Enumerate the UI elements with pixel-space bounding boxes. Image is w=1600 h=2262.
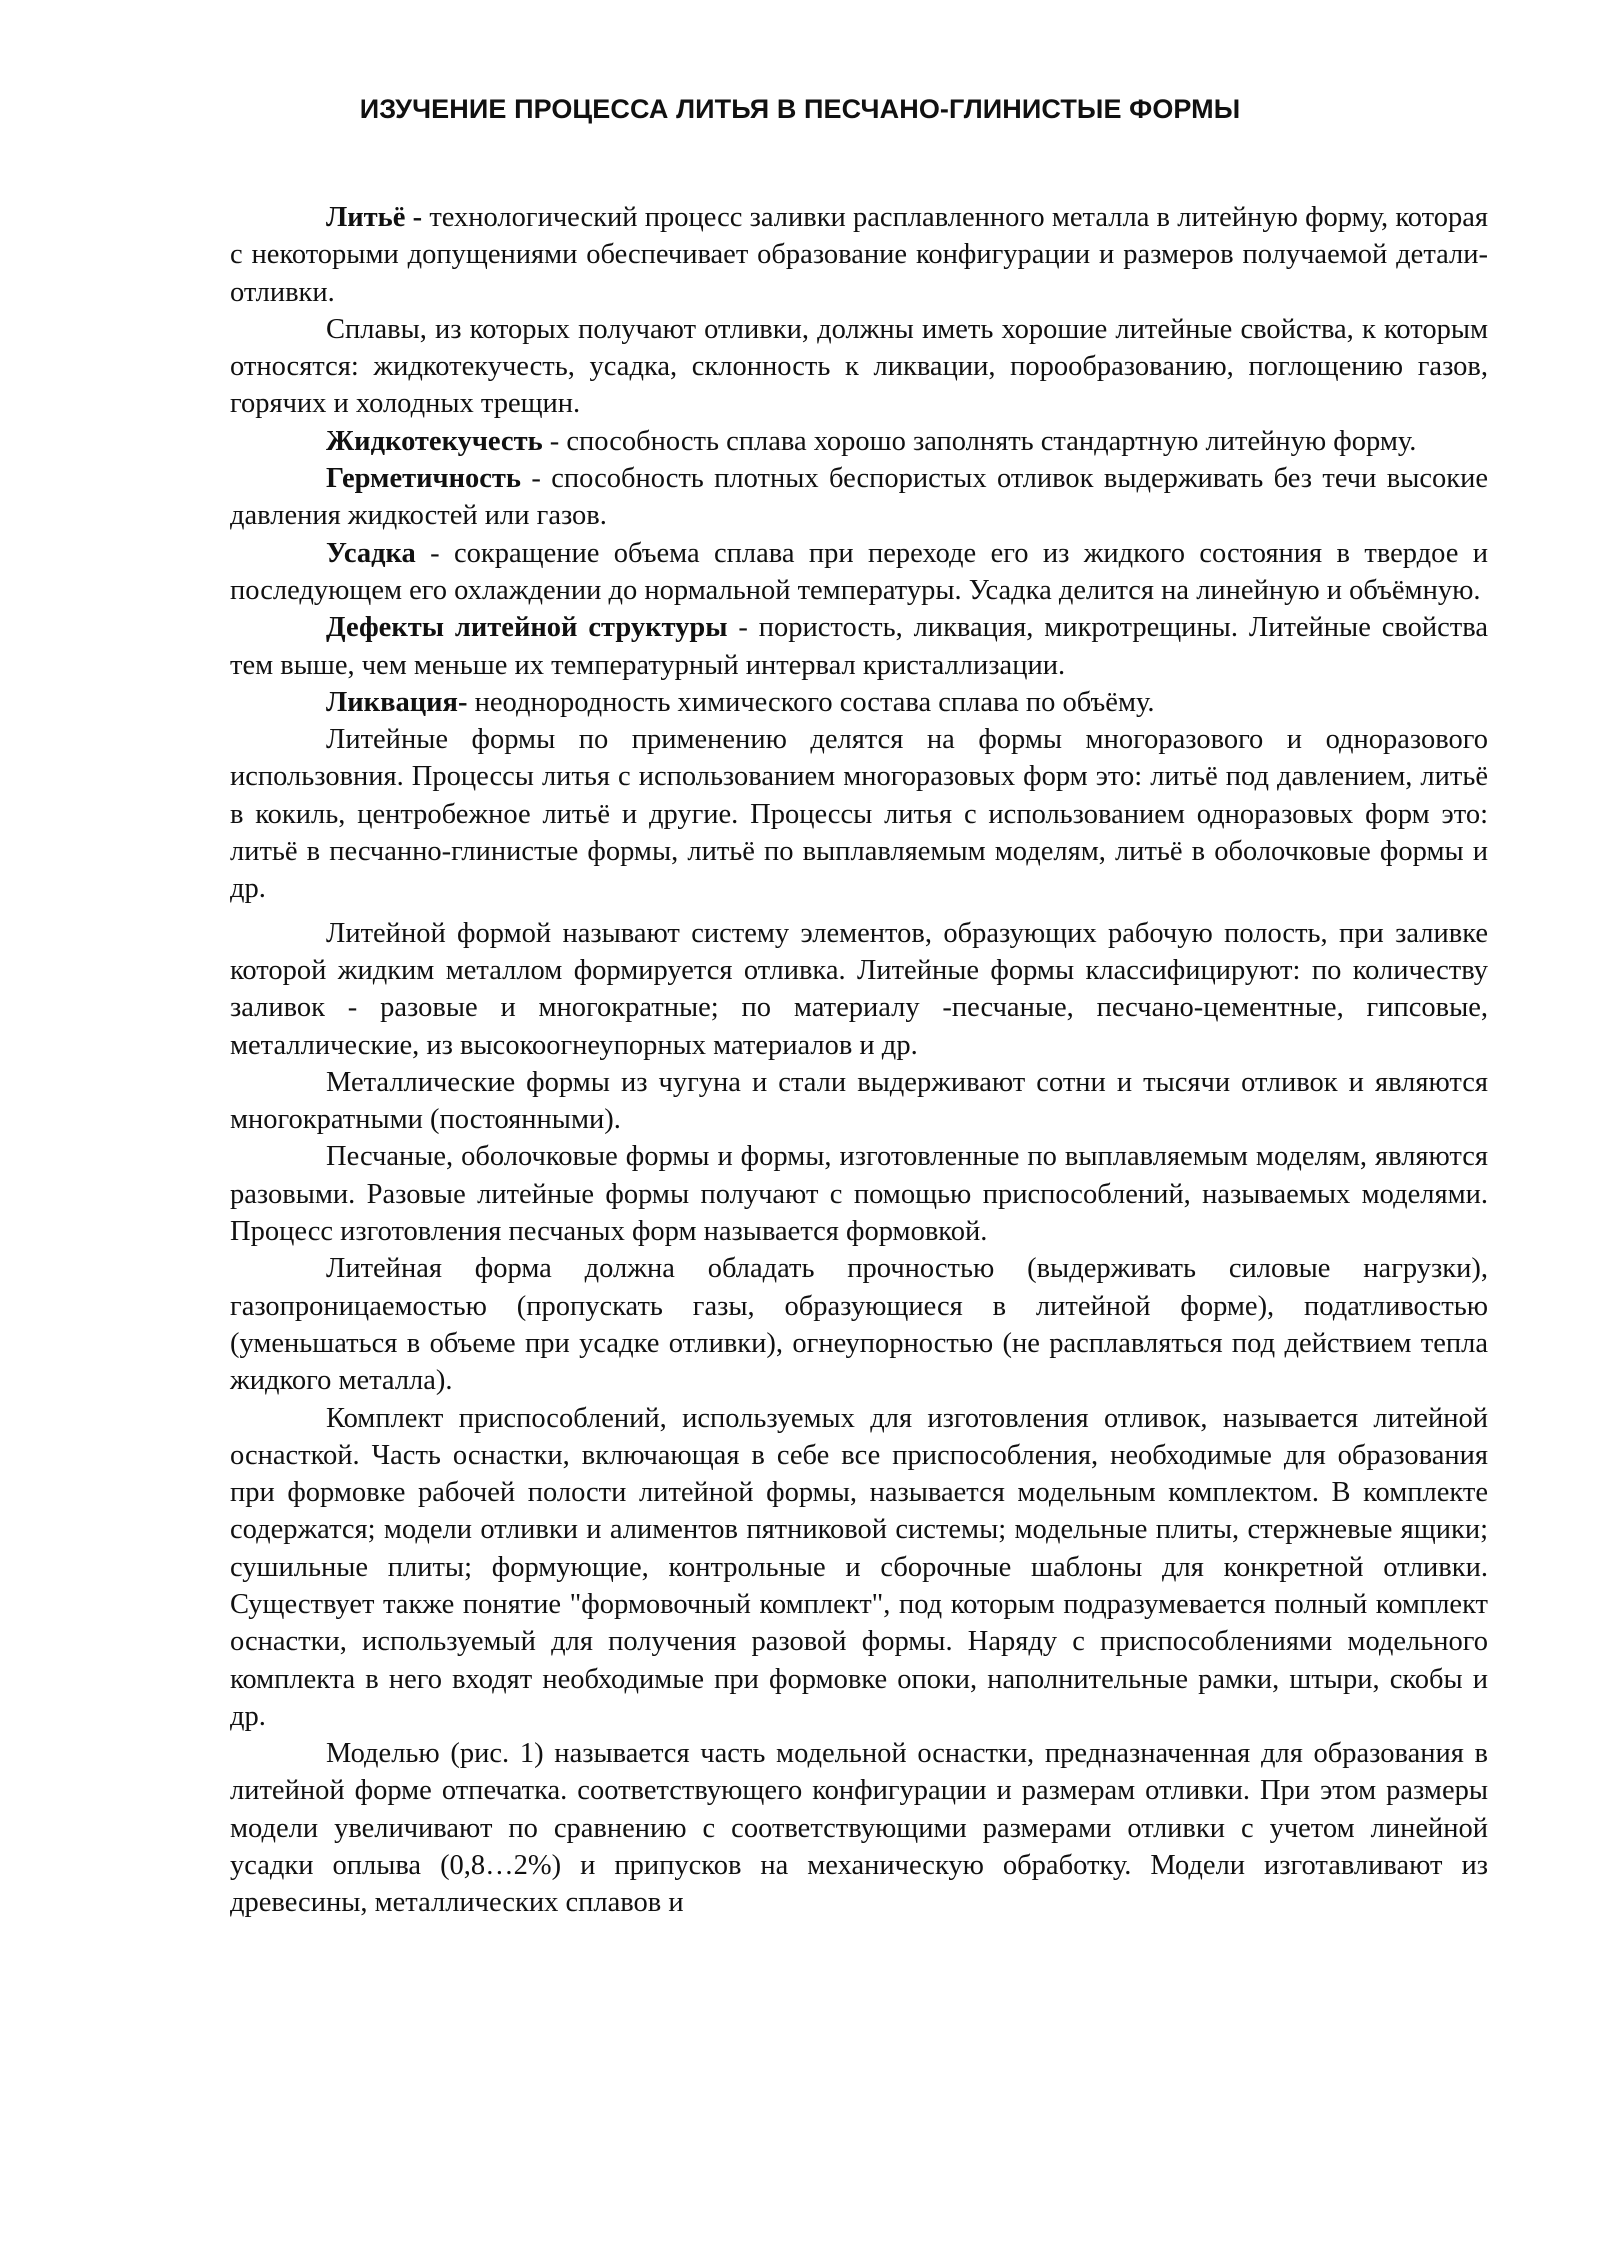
paragraph-text: - способность сплава хорошо заполнять стандартную литейную форму.	[542, 425, 1417, 457]
paragraph-tightness	[230, 460, 1488, 535]
paragraph-text: Литейные формы по применению делятся на формы многоразового и одноразового использовния. Процессы литья с использованием многоразовых форм это: литьё под давлением, литьё в кокиль, центробежное литьё и другие. Процессы литья с использованием одноразовых форм это: литьё в песчанно-глинистые формы, литьё по выплавляемым моделям, литьё в оболочковые формы и др.	[230, 724, 1488, 905]
term-fluidity: Жидкотекучесть	[326, 425, 543, 457]
paragraph-text: - способность плотных беспористых отливок выдерживать без течи высокие давления жидкостей или газов.	[230, 463, 1488, 532]
paragraph-text: неоднородность химического состава сплава по объёму.	[467, 686, 1155, 718]
term-casting: Литьё -	[326, 202, 423, 233]
term-tightness: Герметичность	[326, 463, 521, 495]
term-shrinkage: Усадка	[326, 537, 416, 569]
paragraph-shrinkage	[230, 535, 1488, 610]
paragraph-casting-definition	[230, 199, 1488, 311]
paragraph-tooling	[230, 1400, 1488, 1736]
paragraph-text: Песчаные, оболочковые формы и формы, изготовленные по выплавляемым моделям, являются разовыми. Разовые литейные формы получают с помощью приспособлений, называемых моделями. Процесс изготовления песчаных форм называется формовкой.	[230, 1141, 1488, 1248]
paragraph-text: - сокращение объема сплава при переходе его из жидкого состояния в твердое и последующем его охлаждении до нормальной температуры. Усадка делится на линейную и объёмную.	[230, 537, 1488, 606]
paragraph-segregation	[230, 684, 1488, 721]
term-structure-defects: Дефекты литейной структуры	[326, 612, 728, 644]
page-title: ИЗУЧЕНИЕ ПРОЦЕССА ЛИТЬЯ В ПЕСЧАНО-ГЛИНИСТЫЕ ФОРМЫ	[359, 94, 1241, 124]
paragraph-mold-types	[230, 721, 1488, 907]
paragraph-text: Комплект приспособлений, используемых для изготовления отливок, называется литейной оснасткой. Часть оснастки, включающая в себе все приспособления, необходимые для образования при формовке рабочей полости литейной формы, называется модельным комплектом. В комплекте содержатся; модели отливки и алиментов пятниковой системы; модельные плиты, стержневые ящики; сушильные плиты; формующие, контрольные и сборочные шаблоны для конкретной отливки. Существует также понятие "формовочный комплект", под которым подразумевается полный комплект оснастки, используемый для получения разовой формы. Наряду с приспособлениями модельного комплекта в него входят необходимые при формовке опоки, наполнительные рамки, штыри, скобы и др.	[230, 1402, 1488, 1732]
paragraph-alloys	[230, 311, 1488, 423]
term-segregation: Ликвация-	[326, 686, 468, 718]
paragraph-text: Литейная форма должна обладать прочностью (выдерживать силовые нагрузки), газопроницаемостью (пропускать газы, образующиеся в литейной форме), податливостью (уменьшаться в объеме при усадке отливки), огнеупорностью (не расплавляться под действием тепла жидкого металла).	[230, 1253, 1488, 1397]
paragraph-text: Литейной формой называют систему элементов, образующих рабочую полость, при заливке которой жидким металлом формируется отливка. Литейные формы классифицируют: по количеству заливок - разовые и многократные; по материалу -песчаные, песчано-цементные, гипсовые, металлические, из высокоогнеупорных материалов и др.	[230, 917, 1488, 1061]
paragraph-sand-molds	[230, 1138, 1488, 1250]
paragraph-text: технологический процесс заливки расплавленного металла в литейную форму, которая с некоторыми допущениями обеспечивает образование конфигурации и размеров получаемой детали-отливки.	[230, 202, 1488, 308]
paragraph-text: Металлические формы из чугуна и стали выдерживают сотни и тысячи отливок и являются многократными (постоянными).	[230, 1066, 1488, 1136]
paragraph-metal-molds	[230, 1064, 1488, 1139]
document-body	[230, 199, 1488, 1922]
paragraph-text: - пористость, ликвация, микротрещины. Литейные свойства тем выше, чем меньше их температурный интервал кристаллизации.	[230, 612, 1488, 681]
paragraph-fluidity	[230, 423, 1488, 460]
paragraph-model	[230, 1735, 1488, 1921]
paragraph-text: Моделью (рис. 1) называется часть модельной оснастки, предназначенная для образования в литейной форме отпечатка. соответствующего конфигурации и размерам отливки. При этом размеры модели увеличивают по сравнению с соответствующими размерами отливки с учетом линейной усадки оплыва (0,8…2%) и припусков на механическую обработку. Модели изготавливают из древесины, металлических сплавов и	[230, 1738, 1488, 1919]
paragraph-structure-defects	[230, 609, 1488, 684]
paragraph-mold-properties	[230, 1250, 1488, 1399]
paragraph-text: Сплавы, из которых получают отливки, должны иметь хорошие литейные свойства, к которым относятся: жидкотекучесть, усадка, склонность к ликвации, порообразованию, поглощению газов, горячих и холодных трещин.	[230, 313, 1488, 420]
paragraph-mold-definition	[230, 915, 1488, 1064]
